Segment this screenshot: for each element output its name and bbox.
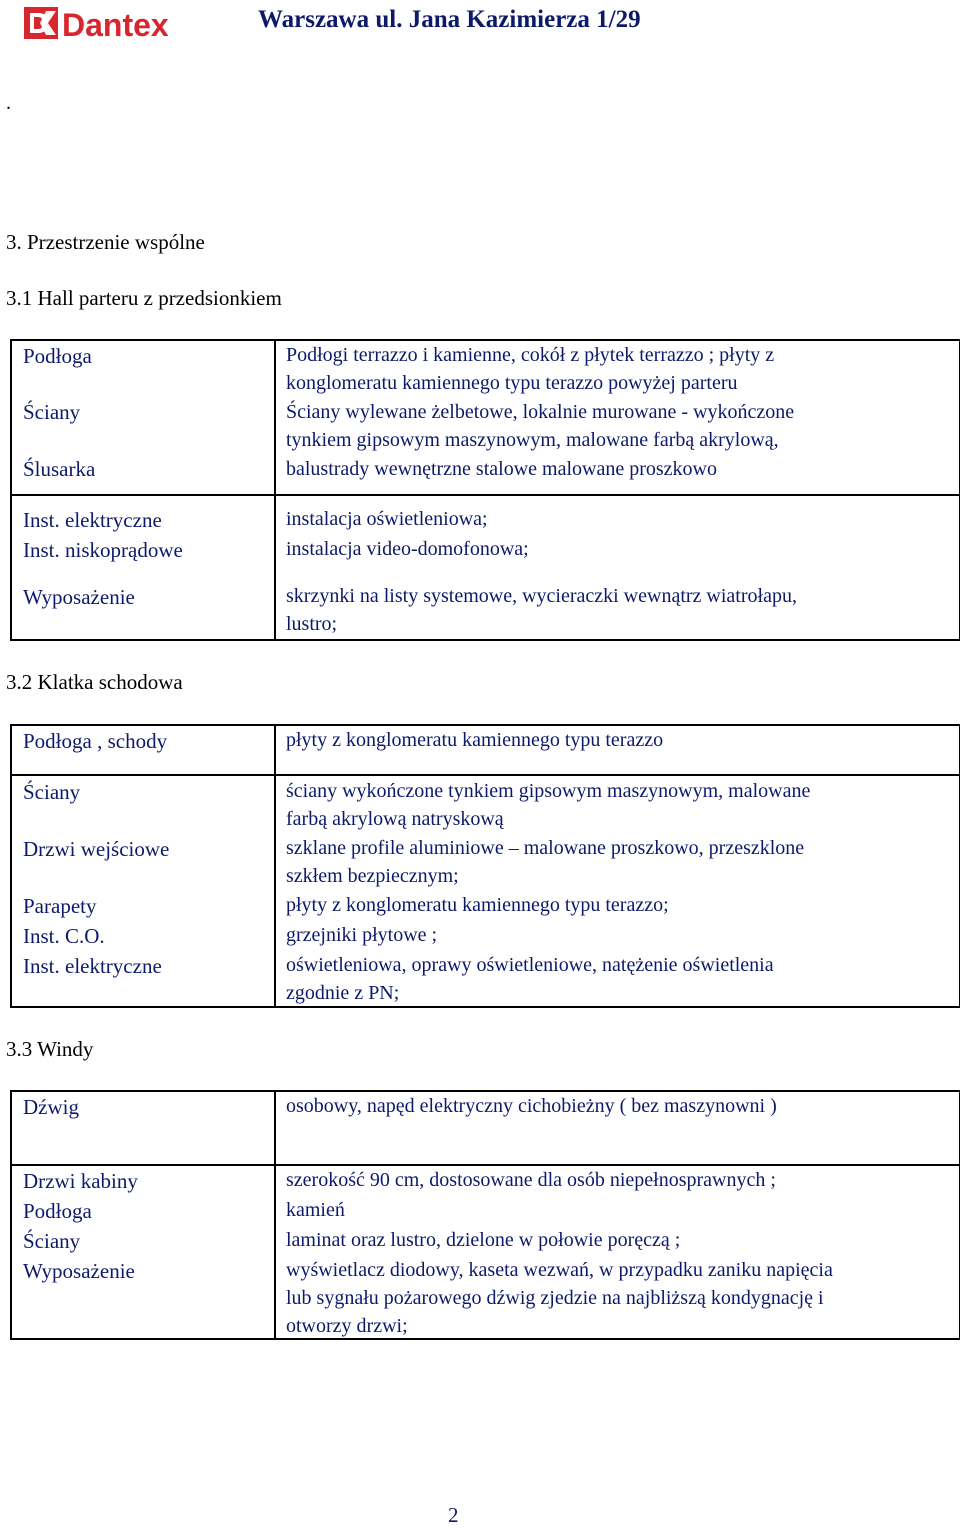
value-cell (275, 495, 960, 640)
dantex-logo-graphic (24, 5, 214, 41)
row-label: Drzwi wejściowe (23, 837, 170, 861)
row-value: lub sygnału pożarowego dźwig zjedzie na najbliższą kondygnację i (286, 1287, 824, 1309)
row-label: Wyposażenie (23, 585, 135, 609)
table-row (11, 1165, 960, 1339)
row-value: płyty z konglomeratu kamiennego typu terazzo (286, 729, 664, 751)
row-label: Parapety (23, 894, 97, 918)
row-label: Ślusarka (23, 457, 96, 481)
logo-wordmark: Dantex (62, 7, 169, 41)
label-cell (11, 1165, 275, 1339)
row-label: Dźwig (23, 1095, 79, 1119)
value-cell (275, 1091, 960, 1165)
row-value: szerokość 90 cm, dostosowane dla osób niepełnosprawnych ; (286, 1169, 776, 1191)
row-value: tynkiem gipsowym maszynowym, malowane farbą akrylową, (286, 429, 779, 451)
row-value: otworzy drzwi; (286, 1315, 408, 1337)
header-address: Warszawa ul. Jana Kazimierza 1/29 (258, 6, 641, 33)
stray-dot: . (6, 92, 11, 114)
row-value: farbą akrylową natryskową (286, 808, 504, 830)
label-cell (11, 1091, 275, 1165)
table-row (11, 495, 960, 640)
table-elevators (10, 1090, 960, 1340)
row-value: szklane profile aluminiowe – malowane proszkowo, przeszklone (286, 837, 805, 859)
row-label: Ściany (23, 400, 81, 424)
value-cell (275, 1165, 960, 1339)
row-value: ściany wykończone tynkiem gipsowym maszynowym, malowane (286, 780, 811, 802)
label-cell (11, 725, 275, 775)
table-hall (10, 339, 960, 641)
row-value: konglomeratu kamiennego typu terazzo powyżej parteru (286, 372, 738, 394)
row-label: Ściany (23, 780, 81, 804)
label-cell (11, 495, 275, 640)
row-value: Podłogi terrazzo i kamienne, cokół z płytek terrazzo ; płyty z (286, 344, 775, 366)
row-label: Inst. elektryczne (23, 954, 162, 978)
row-label: Wyposażenie (23, 1259, 135, 1283)
row-value: laminat oraz lustro, dzielone w połowie poręczą ; (286, 1229, 681, 1251)
row-value: oświetleniowa, oprawy oświetleniowe, natężenie oświetlenia (286, 954, 774, 976)
row-label: Podłoga , schody (23, 729, 168, 753)
label-cell (11, 340, 275, 495)
row-value: zgodnie z PN; (286, 982, 400, 1004)
row-value: instalacja video-domofonowa; (286, 538, 529, 560)
page-number: 2 (448, 1503, 459, 1527)
row-label: Inst. niskoprądowe (23, 538, 183, 562)
table-row (11, 340, 960, 495)
table-row (11, 775, 960, 1007)
row-value: skrzynki na listy systemowe, wycieraczki wewnątrz wiatrołapu, (286, 585, 797, 607)
subsection-title-3-1: 3.1 Hall parteru z przedsionkiem (6, 286, 282, 310)
dantex-logo (24, 5, 214, 41)
row-value: grzejniki płytowe ; (286, 924, 438, 946)
value-cell (275, 775, 960, 1007)
row-value: wyświetlacz diodowy, kaseta wezwań, w przypadku zaniku napięcia (286, 1259, 833, 1281)
row-value: szkłem bezpiecznym; (286, 865, 459, 887)
row-label: Inst. elektryczne (23, 508, 162, 532)
row-value: kamień (286, 1199, 345, 1221)
subsection-title-3-2: 3.2 Klatka schodowa (6, 670, 183, 694)
subsection-title-3-3: 3.3 Windy (6, 1037, 94, 1061)
value-cell (275, 725, 960, 775)
value-cell (275, 340, 960, 495)
row-value: Ściany wylewane żelbetowe, lokalnie murowane - wykończone (286, 401, 795, 423)
row-value: płyty z konglomeratu kamiennego typu terazzo; (286, 894, 669, 916)
row-label: Drzwi kabiny (23, 1169, 138, 1193)
table-stairwell (10, 724, 960, 1008)
row-value: lustro; (286, 613, 338, 635)
row-value: osobowy, napęd elektryczny cichobieżny ( bez maszynowni ) (286, 1095, 777, 1117)
row-label: Ściany (23, 1229, 81, 1253)
row-label: Podłoga (23, 344, 92, 368)
row-value: instalacja oświetleniowa; (286, 508, 488, 530)
row-value: balustrady wewnętrzne stalowe malowane proszkowo (286, 458, 717, 480)
table-row (11, 1091, 960, 1165)
section-title: 3. Przestrzenie wspólne (6, 230, 205, 254)
row-label: Podłoga (23, 1199, 92, 1223)
label-cell (11, 775, 275, 1007)
row-label: Inst. C.O. (23, 924, 105, 948)
table-row (11, 725, 960, 775)
